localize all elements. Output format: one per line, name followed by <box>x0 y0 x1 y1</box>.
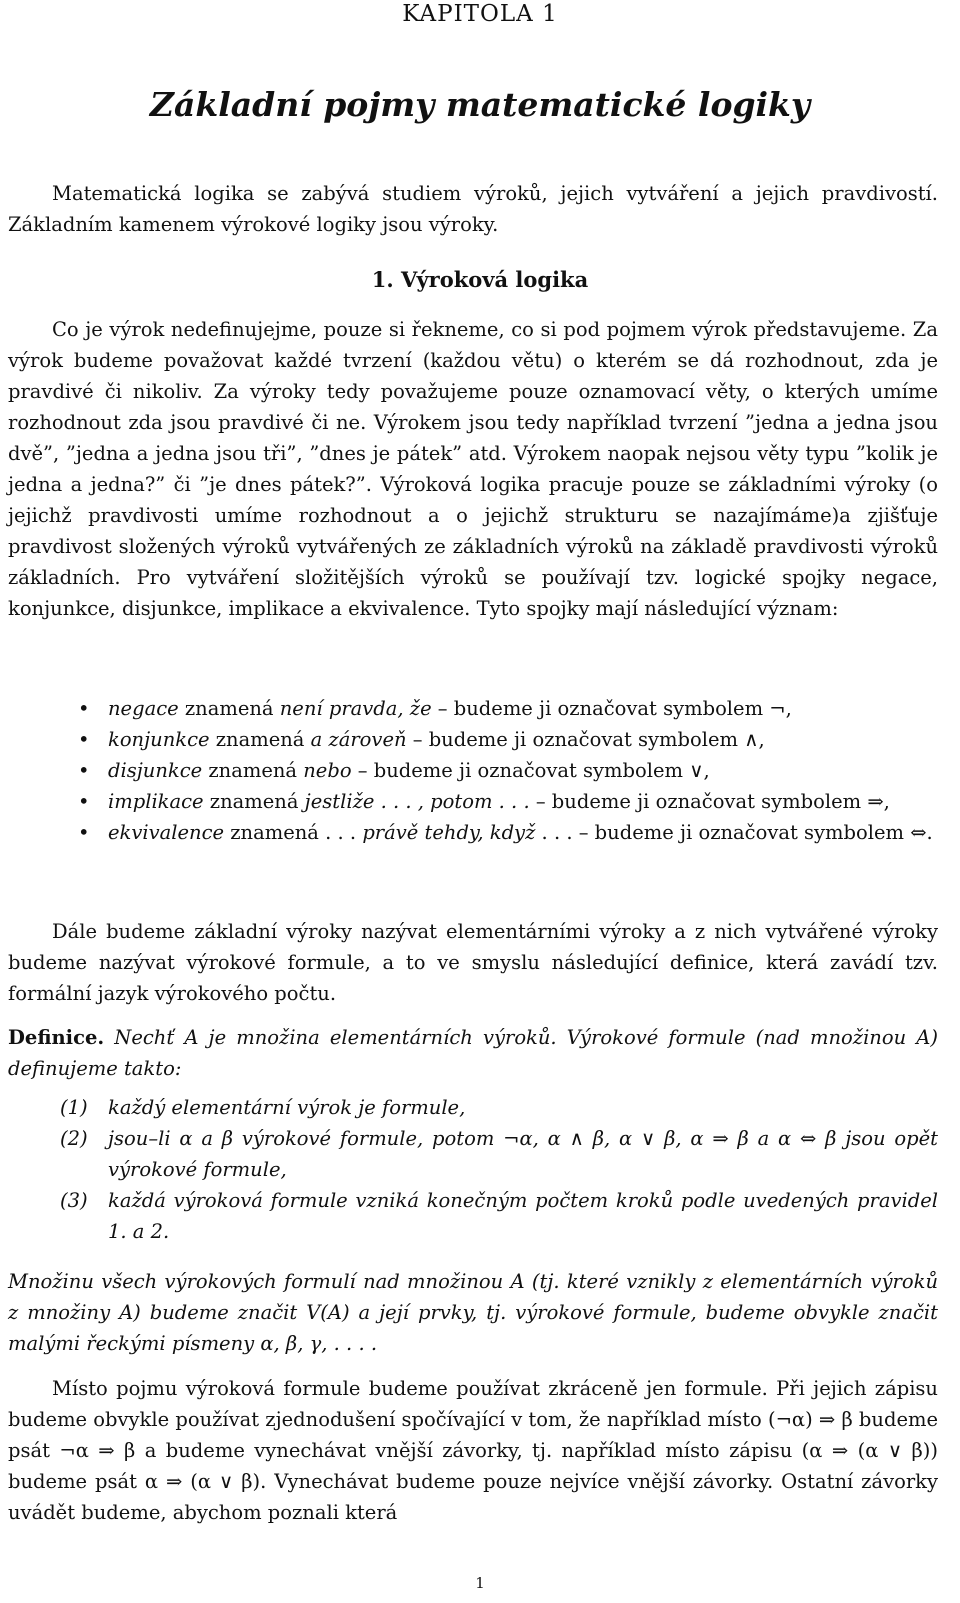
connective-term: konjunkce <box>108 728 210 751</box>
rule-number: (3) <box>60 1189 88 1212</box>
list-item <box>78 786 938 817</box>
chapter-label: KAPITOLA 1 <box>402 1 558 27</box>
page-number: 1 <box>475 1574 485 1592</box>
rule-number: (1) <box>60 1096 88 1119</box>
connective-term: ekvivalence <box>108 821 225 844</box>
list-item <box>60 1185 938 1247</box>
list-item <box>78 755 938 786</box>
rule-text: každá výroková formule vzniká konečným počtem kroků podle uvedených pravidel 1. a 2. <box>108 1189 938 1243</box>
connective-term: disjunkce <box>108 759 203 782</box>
connective-meaning: jestliže . . . , potom . . . <box>304 790 530 813</box>
paragraph-formula-set: Množinu všech výrokových formulí nad množinou A (tj. které vznikly z elementárních výroků z množiny A) budeme značit V(A) a její prvky, tj. výrokové formule, budeme obvykle značit malými řeckými písmeny α, β, γ, . . . . <box>8 1270 938 1355</box>
connective-meaning: není pravda, že <box>279 697 432 720</box>
connective-term: implikace <box>108 790 204 813</box>
list-item <box>78 724 938 755</box>
definition-label: Definice. <box>8 1026 105 1049</box>
connective-term: negace <box>108 697 179 720</box>
connective-mid: znamená <box>202 759 304 782</box>
bullet-icon: • <box>78 728 90 751</box>
bullet-icon: • <box>78 821 90 844</box>
connective-symbol-text: – budeme ji označovat symbolem ¬, <box>431 697 792 720</box>
paragraph-elementary: Dále budeme základní výroky nazývat elementárními výroky a z nich vytvářené výroky budeme nazývat výrokové formule, a to ve smyslu následující definice, která zavádí tzv. formální jazyk výrokového počtu. <box>8 920 938 1005</box>
connective-meaning: právě tehdy, když <box>362 821 536 844</box>
paragraph-notation: Místo pojmu výroková formule budeme používat zkráceně jen formule. Při jejich zápisu budeme obvykle používat zjednodušení spočívající v tom, že například místo (¬α) ⇒ β budeme psát ¬α ⇒ β a budeme vynechávat vnější závorky, tj. například místo zápisu (α ⇒ (α ∨ β)) budeme psát α ⇒ (α ∨ β). Vynechávat budeme pouze nejvíce vnější závorky. Ostatní závorky uvádět budeme, abychom poznali která <box>8 1377 939 1524</box>
list-item <box>60 1092 938 1123</box>
list-item <box>78 817 938 848</box>
connective-meaning: nebo <box>303 759 352 782</box>
bullet-icon: • <box>78 790 90 813</box>
connective-mid: znamená <box>178 697 280 720</box>
connective-symbol-text: – budeme ji označovat symbolem ⇒, <box>529 790 890 813</box>
paragraph-propositions: Co je výrok nedefinujejme, pouze si řekneme, co si pod pojmem výrok představujeme. Za výrok budeme považovat každé tvrzení (každou větu) o kterém se dá rozhodnout, zda je pravdivé či nikoliv. Za výroky tedy považujeme pouze oznamovací věty, o kterých umíme rozhodnout zda jsou pravdivé či ne. Výrokem jsou tedy například tvrzení ”jedna a jedna jsou dvě”, ”jedna a jedna jsou tři”, ”dnes je pátek” atd. Výrokem naopak nejsou věty typu ”kolik je jedna a jedna?” či ”je dnes pátek?”. Výroková logika pracuje pouze se základními výroky (o jejichž pravdivosti umíme rozhodnout a o jejichž strukturu se nazajímáme)a zjišťuje pravdivost složených výroků vytvářených ze základních výroků na základě pravdivosti výroků základních. Pro vytváření složitějších výroků se používají tzv. logické spojky negace, konjunkce, disjunkce, implikace a ekvivalence. Tyto spojky mají následující význam: <box>8 318 938 620</box>
definition-paragraph <box>8 1022 938 1084</box>
definition-text: Nechť A je množina elementárních výroků. Výrokové formule (nad množinou A) definujeme takto: <box>8 1026 938 1080</box>
connective-mid: znamená <box>209 728 311 751</box>
list-item <box>78 693 938 724</box>
connective-symbol-text: . . . – budeme ji označovat symbolem ⇔. <box>535 821 933 844</box>
bullet-icon: • <box>78 759 90 782</box>
rule-number: (2) <box>60 1127 88 1150</box>
chapter-title: Základní pojmy matematické logiky <box>149 85 811 124</box>
definition-rules-list <box>60 1092 938 1247</box>
list-item <box>60 1123 938 1185</box>
intro-paragraph: Matematická logika se zabývá studiem výroků, jejich vytváření a jejich pravdivostí. Základním kamenem výrokové logiky jsou výroky. <box>8 182 938 236</box>
connective-meaning: a zároveň <box>310 728 407 751</box>
bullet-icon: • <box>78 697 90 720</box>
connective-symbol-text: – budeme ji označovat symbolem ∨, <box>351 759 710 782</box>
section-heading: 1. Výroková logika <box>371 267 589 292</box>
connective-mid: znamená <box>203 790 305 813</box>
rule-text: každý elementární výrok je formule, <box>108 1096 466 1119</box>
connective-mid: znamená . . . <box>224 821 363 844</box>
rule-text: jsou–li α a β výrokové formule, potom ¬α, α ∧ β, α ∨ β, α ⇒ β a α ⇔ β jsou opět výrokové formule, <box>108 1127 938 1181</box>
connective-symbol-text: – budeme ji označovat symbolem ∧, <box>406 728 765 751</box>
connectives-list <box>78 693 938 848</box>
